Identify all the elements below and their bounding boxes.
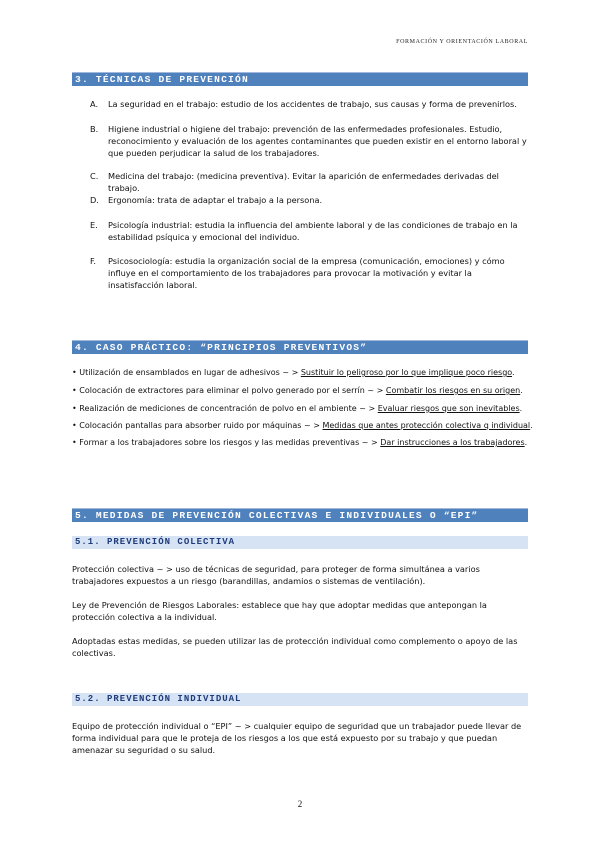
technique-item-a (90, 99, 530, 111)
bullet-principle: Sustituir lo peligroso por lo que implique poco riesgo (300, 368, 513, 377)
bullet-end: . (512, 368, 515, 377)
item-text: Medicina del trabajo: (medicina preventiva). Evitar la aparición de enfermedades derivadas del trabajo. (108, 171, 499, 193)
bullet-principle: Medidas que antes protección colectiva q individual (322, 421, 531, 430)
case-bullet (72, 437, 532, 448)
item-text: La seguridad en el trabajo: estudio de los accidentes de trabajo, sus causas y forma de prevenirlos. (108, 99, 517, 109)
bullet-end: . (520, 386, 523, 395)
subsection-5-1-title: 5.1. PREVENCIÓN COLECTIVA (75, 537, 236, 547)
subsection-5-2-heading (72, 693, 528, 706)
paragraph: Protección colectiva ~ > uso de técnicas de seguridad, para proteger de forma simultánea a varios trabajadores expuestos a un riesgo (barandillas, andamios o sistemas de ventilación). (72, 564, 480, 586)
subsection-5-2-title: 5.2. PREVENCIÓN INDIVIDUAL (75, 694, 242, 704)
item-letter: D. (90, 195, 99, 205)
page-number: 2 (297, 799, 303, 809)
technique-item-f (90, 256, 530, 291)
item-text: Psicosociología: estudia la organización social de la empresa (comunicación, emociones) y cómo influye en el comportamiento de los trabajadores para provocar la motivación y evitar la insatisfacción laboral. (108, 256, 505, 290)
bullet-principle: Evaluar riesgos que son inevitables (377, 404, 520, 413)
bullet-end: . (530, 421, 533, 430)
technique-item-c (90, 171, 530, 195)
technique-item-b (90, 124, 530, 159)
section-5-title: 5. MEDIDAS DE PREVENCIÓN COLECTIVAS E INDIVIDUALES O “EPI” (75, 510, 479, 521)
bullet-text: • Formar a los trabajadores sobre los riesgos y las medidas preventivas ~ > (72, 438, 381, 447)
bullet-principle: Combatir los riesgos en su origen (385, 386, 521, 395)
section-5-heading (72, 508, 528, 522)
case-bullet (72, 385, 532, 396)
paragraph: Equipo de protección individual o “EPI” ~ > cualquier equipo de seguridad que un trabajador puede llevar de forma individual para que le proteja de los riesgos a los que está expuesto por su trabajo y que puedan amenazar su seguridad o su salud. (72, 721, 522, 755)
section-3-title: 3. TÉCNICAS DE PREVENCIÓN (75, 74, 249, 85)
item-letter: F. (90, 256, 96, 266)
paragraph: Adoptadas estas medidas, se pueden utilizar las de protección individual como complemento o apoyo de las colectivas. (72, 636, 518, 658)
section-4-heading (72, 340, 528, 354)
bullet-text: • Colocación pantallas para absorber ruido por máquinas ~ > (72, 421, 323, 430)
bullet-text: • Utilización de ensamblados en lugar de adhesivos ~ > (72, 368, 301, 377)
bullet-text: • Realización de mediciones de concentración de polvo en el ambiente ~ > (72, 404, 378, 413)
item-text: Higiene industrial o higiene del trabajo: prevención de las enfermedades profesionales. Estudio, reconocimiento y evaluación de los agentes contaminantes que pueden existir en el entorno laboral y que pueden perjudicar la salud de los trabajadores. (108, 124, 527, 158)
section-3-heading (72, 72, 528, 86)
item-letter: C. (90, 171, 99, 181)
item-letter: A. (90, 99, 99, 109)
technique-item-d (90, 195, 530, 207)
subsection-5-1-heading (72, 536, 528, 549)
paragraph: Ley de Prevención de Riesgos Laborales: establece que hay que adoptar medidas que antepongan la protección colectiva a la individual. (72, 600, 487, 622)
item-text: Ergonomía: trata de adaptar el trabajo a la persona. (108, 195, 323, 205)
bullet-text: • Colocación de extractores para eliminar el polvo generado por el serrín ~ > (72, 386, 386, 395)
case-bullet (72, 420, 532, 431)
bullet-principle: Dar instrucciones a los trabajadores (380, 438, 525, 447)
section-4-title: 4. CASO PRÁCTICO: “PRINCIPIOS PREVENTIVOS” (75, 342, 368, 353)
bullet-end: . (524, 438, 528, 447)
item-letter: E. (90, 220, 98, 230)
item-text: Psicología industrial: estudia la influencia del ambiente laboral y de las condiciones de trabajo en la estabilidad psíquica y emocional del individuo. (108, 220, 518, 242)
case-bullet (72, 367, 532, 378)
bullet-end: . (519, 404, 523, 413)
case-bullet (72, 403, 532, 414)
running-header: FORMACIÓN Y ORIENTACIÓN LABORAL (396, 39, 528, 45)
item-letter: B. (90, 124, 99, 134)
technique-item-e (90, 220, 530, 244)
